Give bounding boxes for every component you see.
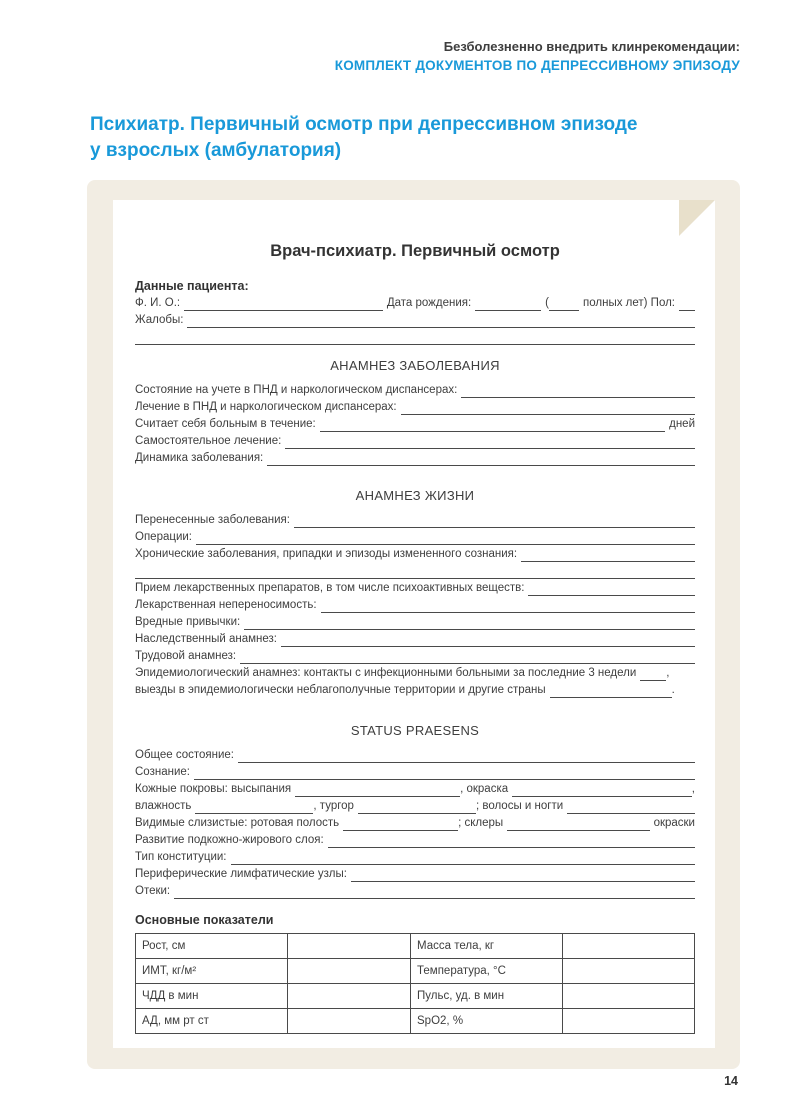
vitals-label-cell: Рост, см (136, 934, 288, 959)
vitals-value-cell (288, 934, 411, 959)
page-title-line2: у взрослых (амбулатория) (90, 140, 342, 161)
disease-dynamics-blank (267, 454, 695, 466)
form-line-epidemiology (135, 664, 695, 681)
operations-blank (196, 533, 695, 545)
skin-color-blank (512, 785, 692, 797)
work-history-blank (240, 652, 695, 664)
section-heading-anamnesis-vitae: АНАМНЕЗ ЖИЗНИ (355, 488, 475, 503)
vitals-value-cell (563, 984, 695, 1009)
chronic-diseases-label: Хронические заболевания, припадки и эпизоды измененного сознания: (135, 548, 518, 560)
constitution-blank (231, 853, 696, 865)
fat-layer-blank (328, 836, 695, 848)
past-diseases-blank (294, 516, 695, 528)
form-line-bad-habits (135, 613, 695, 630)
edema-blank (174, 887, 695, 899)
form-line-disease-dynamics (135, 449, 695, 466)
sex-blank (679, 299, 695, 311)
dispensary-treatment-label: Лечение в ПНД и наркологическом диспансерах: (135, 401, 397, 413)
vitals-value-cell (288, 959, 411, 984)
form-line-self-treatment (135, 432, 695, 449)
moisture-label: влажность (135, 800, 192, 812)
skin-rash-blank (295, 785, 460, 797)
hereditary-label: Наследственный анамнез: (135, 633, 278, 645)
fio-blank (184, 299, 383, 311)
fat-layer-label: Развитие подкожно-жирового слоя: (135, 834, 324, 846)
skin-color-label: , окраска (460, 783, 509, 795)
vitals-table (135, 933, 695, 1034)
form-line-fio (135, 294, 695, 311)
form-line-fat-layer (135, 831, 695, 848)
form-line-dispensary-treatment (135, 398, 695, 415)
ill-duration-label: Считает себя больным в течение: (135, 418, 316, 430)
complaints-blank (187, 316, 695, 328)
page-header (335, 38, 740, 74)
vitals-label-cell: Температура, °С (411, 959, 563, 984)
vitals-label-cell: Масса тела, кг (411, 934, 563, 959)
moisture-blank (195, 802, 313, 814)
vitals-label-cell: ЧДД в мин (136, 984, 288, 1009)
epidemiology-blank (640, 669, 666, 681)
turgor-label: , тургор (313, 800, 354, 812)
form-line-medications (135, 579, 695, 596)
vitals-row-height-mass (136, 934, 695, 959)
hair-nails-blank (567, 802, 695, 814)
medications-blank (528, 584, 695, 596)
drug-intolerance-blank (321, 601, 695, 613)
form-line-chronic-diseases (135, 545, 695, 562)
skin-comma: , (691, 783, 695, 795)
form-line-mucosa (135, 814, 695, 831)
form-line-drug-intolerance (135, 596, 695, 613)
form-line-lymph-nodes (135, 865, 695, 882)
form-line-travel (135, 681, 695, 698)
document-panel (87, 180, 740, 1069)
mucosa-oral-label: Видимые слизистые: ротовая полость (135, 817, 340, 829)
hereditary-blank (281, 635, 695, 647)
birth-date-label: Дата рождения: (386, 297, 472, 309)
self-treatment-blank (285, 437, 695, 449)
constitution-label: Тип конституции: (135, 851, 227, 863)
chronic-diseases-blank-2 (135, 567, 695, 579)
travel-blank (550, 686, 672, 698)
vitals-section-label: Основные показатели (135, 913, 274, 927)
form-line-general-state (135, 746, 695, 763)
vitals-label-cell: ИМТ, кг/м² (136, 959, 288, 984)
vitals-row-rr-pulse (136, 984, 695, 1009)
fio-label: Ф. И. О.: (135, 297, 181, 309)
age-sex-label: полных лет) Пол: (583, 297, 675, 309)
form-line-complaints-cont (135, 328, 695, 345)
lymph-nodes-blank (351, 870, 695, 882)
sclera-label: ; склеры (458, 817, 504, 829)
patient-data-label: Данные пациента: (135, 279, 249, 293)
form-line-ill-duration (135, 415, 695, 432)
travel-label: выезды в эпидемиологически неблагополучные территории и другие страны (135, 684, 546, 696)
form-line-dispensary-status (135, 381, 695, 398)
age-paren-label: ( (545, 297, 550, 309)
dispensary-treatment-blank (401, 403, 695, 415)
form-line-consciousness (135, 763, 695, 780)
form-line-constitution (135, 848, 695, 865)
page-number: 14 (724, 1074, 738, 1088)
drug-intolerance-label: Лекарственная непереносимость: (135, 599, 317, 611)
section-heading-anamnesis-morbi: АНАМНЕЗ ЗАБОЛЕВАНИЯ (330, 358, 500, 373)
dispensary-status-label: Состояние на учете в ПНД и наркологическом диспансерах: (135, 384, 458, 396)
sclera-blank (507, 819, 649, 831)
ill-duration-blank (320, 420, 665, 432)
form-line-moisture (135, 797, 695, 814)
vitals-label-cell: Пульс, уд. в мин (411, 984, 563, 1009)
form-line-edema (135, 882, 695, 899)
operations-label: Операции: (135, 531, 192, 543)
hair-nails-label: ; волосы и ногти (475, 800, 564, 812)
edema-label: Отеки: (135, 885, 171, 897)
consciousness-blank (194, 768, 695, 780)
vitals-value-cell (563, 1009, 695, 1034)
form-line-work-history (135, 647, 695, 664)
form-title: Врач-психиатр. Первичный осмотр (270, 242, 560, 260)
lymph-nodes-label: Периферические лимфатические узлы: (135, 868, 347, 880)
medications-label: Прием лекарственных препаратов, в том числе психоактивных веществ: (135, 582, 525, 594)
vitals-row-bp-spo2 (136, 1009, 695, 1034)
past-diseases-label: Перенесенные заболевания: (135, 514, 290, 526)
complaints-blank-2 (135, 333, 695, 345)
page-title (90, 112, 637, 164)
consciousness-label: Сознание: (135, 766, 190, 778)
dispensary-status-blank (461, 386, 695, 398)
epidemiology-comma: , (666, 667, 670, 679)
section-heading-status-praesens: STATUS PRAESENS (350, 723, 480, 738)
header-kit-title: КОМПЛЕКТ ДОКУМЕНТОВ ПО ДЕПРЕССИВНОМУ ЭПИЗОДУ (334, 58, 740, 73)
general-state-blank (238, 751, 695, 763)
page-title-line1: Психиатр. Первичный осмотр при депрессивном эпизоде (90, 114, 638, 135)
form-line-skin (135, 780, 695, 797)
birth-date-blank (475, 299, 541, 311)
sclera-color-label: окраски (653, 817, 695, 829)
epidemiology-label: Эпидемиологический анамнез: контакты с инфекционными больными за последние 3 недели (135, 667, 637, 679)
days-label: дней (669, 418, 695, 430)
work-history-label: Трудовой анамнез: (135, 650, 237, 662)
form-line-operations (135, 528, 695, 545)
vitals-value-cell (563, 934, 695, 959)
vitals-label-cell: АД, мм рт ст (136, 1009, 288, 1034)
form-line-hereditary (135, 630, 695, 647)
skin-rash-label: Кожные покровы: высыпания (135, 783, 292, 795)
vitals-row-bmi-temp (136, 959, 695, 984)
mucosa-oral-blank (343, 819, 458, 831)
form-line-complaints (135, 311, 695, 328)
travel-period: . (671, 684, 675, 696)
turgor-blank (358, 802, 476, 814)
folded-corner-icon (679, 200, 715, 236)
vitals-value-cell (288, 984, 411, 1009)
bad-habits-label: Вредные привычки: (135, 616, 241, 628)
bad-habits-blank (244, 618, 695, 630)
vitals-label-cell: SpO2, % (411, 1009, 563, 1034)
vitals-value-cell (563, 959, 695, 984)
general-state-label: Общее состояние: (135, 749, 235, 761)
chronic-diseases-blank (521, 550, 695, 562)
vitals-value-cell (288, 1009, 411, 1034)
disease-dynamics-label: Динамика заболевания: (135, 452, 264, 464)
form-line-chronic-cont (135, 562, 695, 579)
form-paper (113, 200, 715, 1048)
header-slogan: Безболезненно внедрить клинрекомендации: (443, 39, 740, 54)
form-line-past-diseases (135, 511, 695, 528)
complaints-label: Жалобы: (135, 314, 184, 326)
age-blank (549, 299, 579, 311)
self-treatment-label: Самостоятельное лечение: (135, 435, 282, 447)
